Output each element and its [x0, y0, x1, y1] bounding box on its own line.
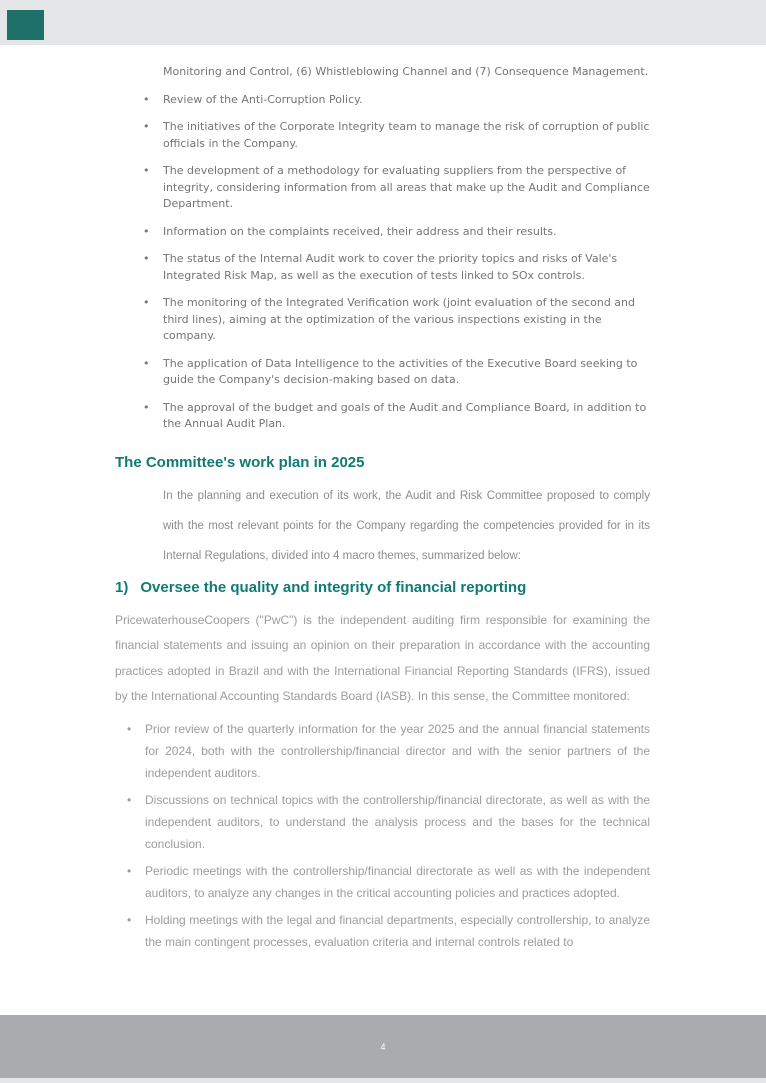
subsection-number: 1) [115, 578, 129, 596]
list-item: • Holding meetings with the legal and financial departments, especially controllership, to analyze the main contingent processes, evaluation criteria and internal controls related to [145, 909, 650, 953]
page-footer-band [0, 1015, 766, 1078]
work-plan-intro-paragraph: In the planning and execution of its work, the Audit and Risk Committee proposed to comply with the most relevant points for the Company regarding the competencies provided for in its Internal Regulations, divided into 4 macro themes, summarized below: [163, 489, 650, 562]
list-item: • The development of a methodology for evaluating suppliers from the perspective of integrity, considering information from all areas that make up the Audit and Compliance Department. [163, 163, 650, 213]
list-item: • The initiatives of the Corporate Integrity team to manage the risk of corruption of public officials in the Company. [163, 119, 650, 152]
list-item: • Prior review of the quarterly information for the year 2025 and the annual financial statements for 2024, both with the controllership/financial director and with the senior partners of the independent auditors. [145, 718, 650, 784]
list-item: • Periodic meetings with the controllership/financial directorate as well as with the independent auditors, to analyze any changes in the critical accounting policies and practices adopted. [145, 860, 650, 904]
page-number: 4 [380, 1041, 386, 1052]
financial-reporting-bullet-list [0, 718, 766, 953]
list-item: • Discussions on technical topics with the controllership/financial directorate, as well as with the independent auditors, to understand the analysis process and the bases for the technical conclusion. [145, 789, 650, 855]
document-page [0, 45, 766, 1015]
list-item: • Information on the complaints received, their address and their results. [163, 224, 650, 241]
pwc-paragraph: PricewaterhouseCoopers ("PwC") is the independent auditing firm responsible for examining the financial statements and issuing an opinion on their preparation in accordance with the accounting practices adopted in Brazil and with the International Financial Reporting Standards (IFRS), issued by the International Accounting Standards Board (IASB). In this sense, the Committee monitored: [115, 612, 650, 703]
list-item: • The approval of the budget and goals of the Audit and Compliance Board, in addition to the Annual Audit Plan. [163, 400, 650, 433]
section-heading-work-plan-2025: The Committee's work plan in 2025 [115, 453, 365, 471]
list-item: • The monitoring of the Integrated Verification work (joint evaluation of the second and third lines), aiming at the optimization of the various inspections existing in the company. [163, 295, 650, 345]
subsection-heading-text: Oversee the quality and integrity of financial reporting [140, 578, 527, 596]
list-item: • The status of the Internal Audit work to cover the priority topics and risks of Vale's Integrated Risk Map, as well as the execution of tests linked to SOx controls. [163, 251, 650, 284]
intro-continuation-paragraph: Monitoring and Control, (6) Whistleblowing Channel and (7) Consequence Management. [163, 65, 649, 78]
committee-activities-bullet-list [0, 92, 766, 433]
list-item: • Review of the Anti-Corruption Policy. [163, 92, 650, 109]
subsection-heading-financial-reporting [115, 579, 655, 596]
list-item: • The application of Data Intelligence to the activities of the Executive Board seeking to guide the Company's decision-making based on data. [163, 356, 650, 389]
page-corner-marker [7, 10, 44, 40]
